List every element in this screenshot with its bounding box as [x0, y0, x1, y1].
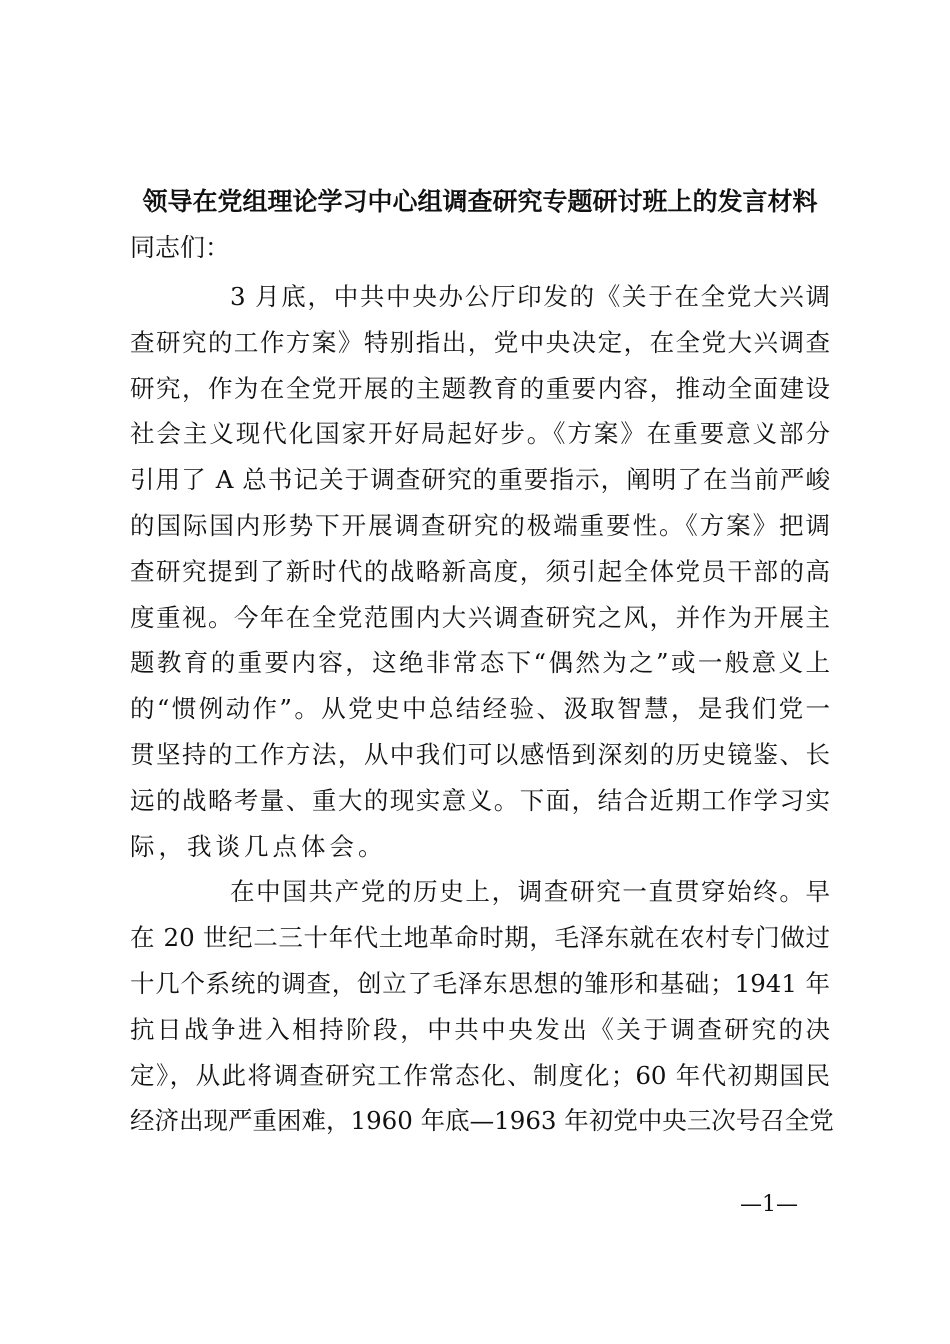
paragraph-line: 定》，从此将调查研究工作常态化、制度化；60 年代初期国民	[130, 1060, 830, 1090]
paragraph	[130, 274, 830, 869]
paragraph-line: 引用了 A 总书记关于调查研究的重要指示，阐明了在当前严峻	[130, 465, 830, 495]
paragraph-line: 抗日战争进入相持阶段，中共中央发出《关于调查研究的决	[130, 1014, 830, 1044]
paragraph-line: 查研究的工作方案》特别指出，党中央决定，在全党大兴调查	[130, 327, 830, 357]
paragraph-line: 际，我谈几点体会。	[130, 831, 387, 861]
paragraph-line: 查研究提到了新时代的战略新高度，须引起全体党员干部的高	[130, 556, 830, 586]
paragraph-line: 研究，作为在全党开展的主题教育的重要内容，推动全面建设	[130, 373, 830, 403]
paragraph-line: 十几个系统的调查，创立了毛泽东思想的雏形和基础；1941 年	[130, 968, 830, 998]
paragraph-line: 在中国共产党的历史上，调查研究一直贯穿始终。早	[230, 877, 830, 907]
paragraph-line: 题教育的重要内容，这绝非常态下“偶然为之”或一般意义上	[130, 648, 830, 678]
document-body	[130, 274, 834, 1144]
paragraph-line: 贯坚持的工作方法，从中我们可以感悟到深刻的历史镜鉴、长	[130, 739, 830, 769]
paragraph-line: 度重视。今年在全党范围内大兴调查研究之风，并作为开展主	[130, 602, 830, 632]
paragraph	[130, 869, 834, 1144]
paragraph-line: 的国际国内形势下开展调查研究的极端重要性。《方案》把调	[130, 510, 830, 540]
salutation: 同志们：	[130, 233, 231, 262]
document-title: 领导在党组理论学习中心组调查研究专题研讨班上的发言材料	[142, 187, 818, 216]
paragraph-line: 的“惯例动作”。从党史中总结经验、汲取智慧，是我们党一	[130, 694, 830, 724]
paragraph-line: 远的战略考量、重大的现实意义。下面，结合近期工作学习实	[130, 785, 830, 815]
paragraph-line: 社会主义现代化国家开好局起好步。《方案》在重要意义部分	[130, 419, 830, 449]
paragraph-line: 在 20 世纪二三十年代土地革命时期，毛泽东就在农村专门做过	[130, 923, 830, 953]
paragraph-line: 3 月底，中共中央办公厅印发的《关于在全党大兴调	[230, 282, 830, 311]
paragraph-line: 经济出现严重困难，1960 年底—1963 年初党中央三次号召全党	[130, 1106, 834, 1136]
page-number: —1—	[740, 1192, 798, 1217]
